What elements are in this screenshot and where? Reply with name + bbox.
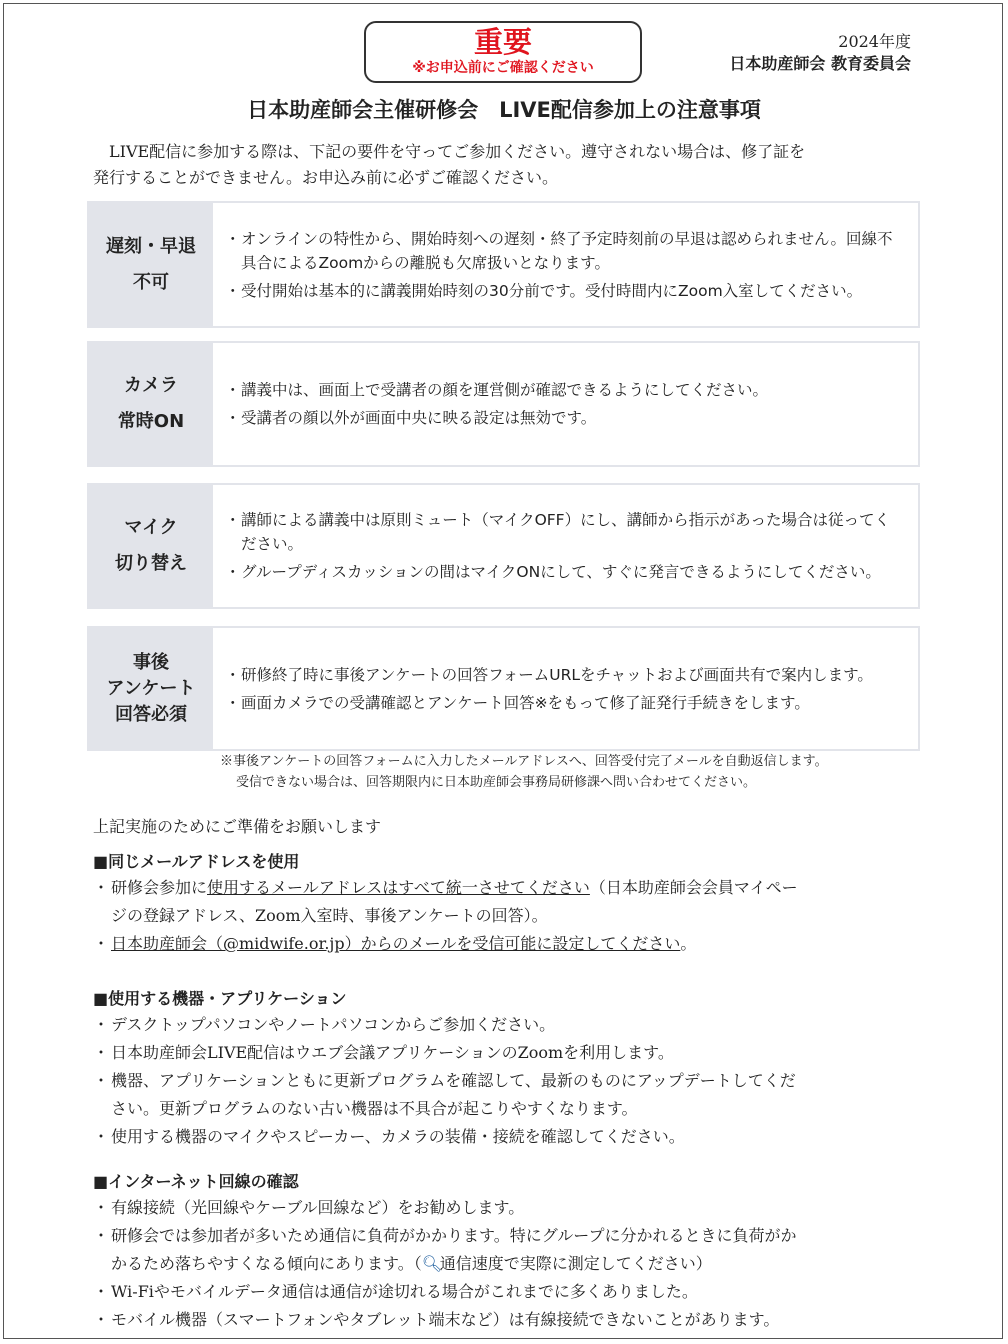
intro-line: 発行することができません。お申込み前に必ずご確認ください。 <box>93 168 558 187</box>
list-item: ・ モバイル機器（スマートフォンやタブレット端末など）は有線接続できないことがあります。 <box>93 1310 780 1329</box>
list-item-continuation: さい。更新プログラムのない古い機器は不具合が起こりやすくなります。 <box>111 1099 638 1118</box>
rule-heading <box>89 203 213 326</box>
rule-heading-line: 回答必須 <box>115 703 187 725</box>
rule-microphone <box>87 483 920 609</box>
list-item: ・ Wi-Fiやモバイルデータ通信は通信が途切れる場合がこれまでに多くありました。 <box>93 1282 698 1301</box>
rule-item: ・ オンラインの特性から、開始時刻への遅刻・終了予定時刻前の早退は認められません。回線不具合によるZoomからの離脱も欠席扱いとなります。 <box>225 229 893 272</box>
rule-item: ・ 画面カメラでの受講確認とアンケート回答※をもって修了証発行手続きをします。 <box>225 693 810 712</box>
list-item-continuation: ジの登録アドレス、Zoom入室時、事後アンケートの回答）。 <box>111 906 548 925</box>
rule-body <box>213 203 918 326</box>
intro-line: LIVE配信に参加する際は、下記の要件を守ってご参加ください。遵守されない場合は、修了証を <box>93 142 806 161</box>
rule-item: ・ 受付開始は基本的に講義開始時刻の30分前です。受付時間内にZoom入室してください。 <box>225 281 863 300</box>
important-note: ※お申込前にご確認ください <box>412 60 594 76</box>
rule-heading-line: 不可 <box>133 271 169 293</box>
prep-lead: 上記実施のためにご準備をお願いします <box>93 817 382 836</box>
list-item-continuation: かるため落ちやすくなる傾向にあります。（ 🔍︎ 通信速度 で実際に測定してください） <box>93 1250 796 1278</box>
list-item: ・ デスクトップパソコンやノートパソコンからご参加ください。 <box>93 1015 556 1034</box>
list-item: ・ 日本助産師会LIVE配信はウエブ会議アプリケーションのZoomを利用します。 <box>93 1043 674 1062</box>
rule-heading-line: 切り替え <box>115 553 187 574</box>
list-item: ・ 研修会では参加者が多いため通信に負荷がかかります。特にグループに分かれるときに負荷がか <box>93 1226 797 1245</box>
speed-test-link[interactable]: 通信速度 <box>439 1254 504 1273</box>
list-item: ・ 研修会参加に使用するメールアドレスはすべて統一させてください（日本助産師会会員マイペー <box>93 878 798 897</box>
rule-body <box>213 485 918 607</box>
rule-item: ・ 講義中は、画面上で受講者の顔を運営側が確認できるようにしてください。 <box>225 381 769 399</box>
organization-block <box>729 31 911 75</box>
important-badge <box>364 21 642 83</box>
fiscal-year: 2024年度 <box>838 32 911 51</box>
section-heading: ■使用する機器・アプリケーション <box>93 989 347 1008</box>
section-email <box>93 850 798 958</box>
rule-item: ・ グループディスカッションの間はマイクONにして、すぐに発言できるようにしてください。 <box>225 563 881 581</box>
list-item: ・ 機器、アプリケーションともに更新プログラムを確認して、最新のものにアップデートしてくだ <box>93 1071 796 1090</box>
rule-item: ・ 講師による講義中は原則ミュート（マイクOFF）にし、講師から指示があった場合は従ってください。 <box>225 511 890 553</box>
rule-heading <box>89 343 213 465</box>
rule-heading-line: カメラ <box>124 375 178 396</box>
rule-item: ・ 研修終了時に事後アンケートの回答フォームURLをチャットおよび画面共有で案内します。 <box>225 665 873 684</box>
list-item: ・ 有線接続（光回線やケーブル回線など）をお勧めします。 <box>93 1198 525 1217</box>
rule-heading-line: 常時ON <box>117 411 185 432</box>
rule-body <box>213 343 918 465</box>
rule-heading-line: アンケート <box>106 677 196 699</box>
magnifier-icon: 🔍︎ <box>421 1254 443 1273</box>
section-devices <box>93 987 796 1151</box>
important-label: 重要 <box>473 25 532 59</box>
rule-camera <box>87 341 920 467</box>
list-item: ・ 使用する機器のマイクやスピーカー、カメラの装備・接続を確認してください。 <box>93 1127 685 1146</box>
rule-heading-line: 遅刻・早退 <box>106 235 196 257</box>
rule-heading-line: 事後 <box>133 651 169 673</box>
rule-survey <box>87 626 920 751</box>
section-internet <box>93 1170 796 1334</box>
rule-body <box>213 628 918 749</box>
section-heading: ■同じメールアドレスを使用 <box>93 852 300 871</box>
rule-heading <box>89 485 213 607</box>
section-heading: ■インターネット回線の確認 <box>93 1172 299 1191</box>
organization-name: 日本助産師会 教育委員会 <box>729 54 911 73</box>
underlined-text: 日本助産師会（@midwife.or.jp）からのメールを受信可能に設定してください <box>111 934 681 953</box>
footnote-line: 受信できない場合は、回答期限内に日本助産師会事務局研修課へ問い合わせてください。 <box>236 775 757 790</box>
intro-paragraph <box>93 139 923 191</box>
rule-heading <box>89 628 213 749</box>
rule-item: ・ 受講者の顔以外が画面中央に映る設定は無効です。 <box>225 409 597 427</box>
page-title: 日本助産師会主催研修会 LIVE配信参加上の注意事項 <box>247 98 761 122</box>
rule-heading-line: マイク <box>124 517 178 538</box>
underlined-text: 使用するメールアドレスはすべて統一させてください <box>207 878 590 897</box>
list-item: ・ 日本助産師会（@midwife.or.jp）からのメールを受信可能に設定してください。 <box>93 934 697 953</box>
rule-late-early <box>87 201 920 328</box>
footnote-line: ※事後アンケートの回答フォームに入力したメールアドレスへ、回答受付完了メールを自動返信します。 <box>220 754 828 769</box>
footnote <box>220 751 828 793</box>
